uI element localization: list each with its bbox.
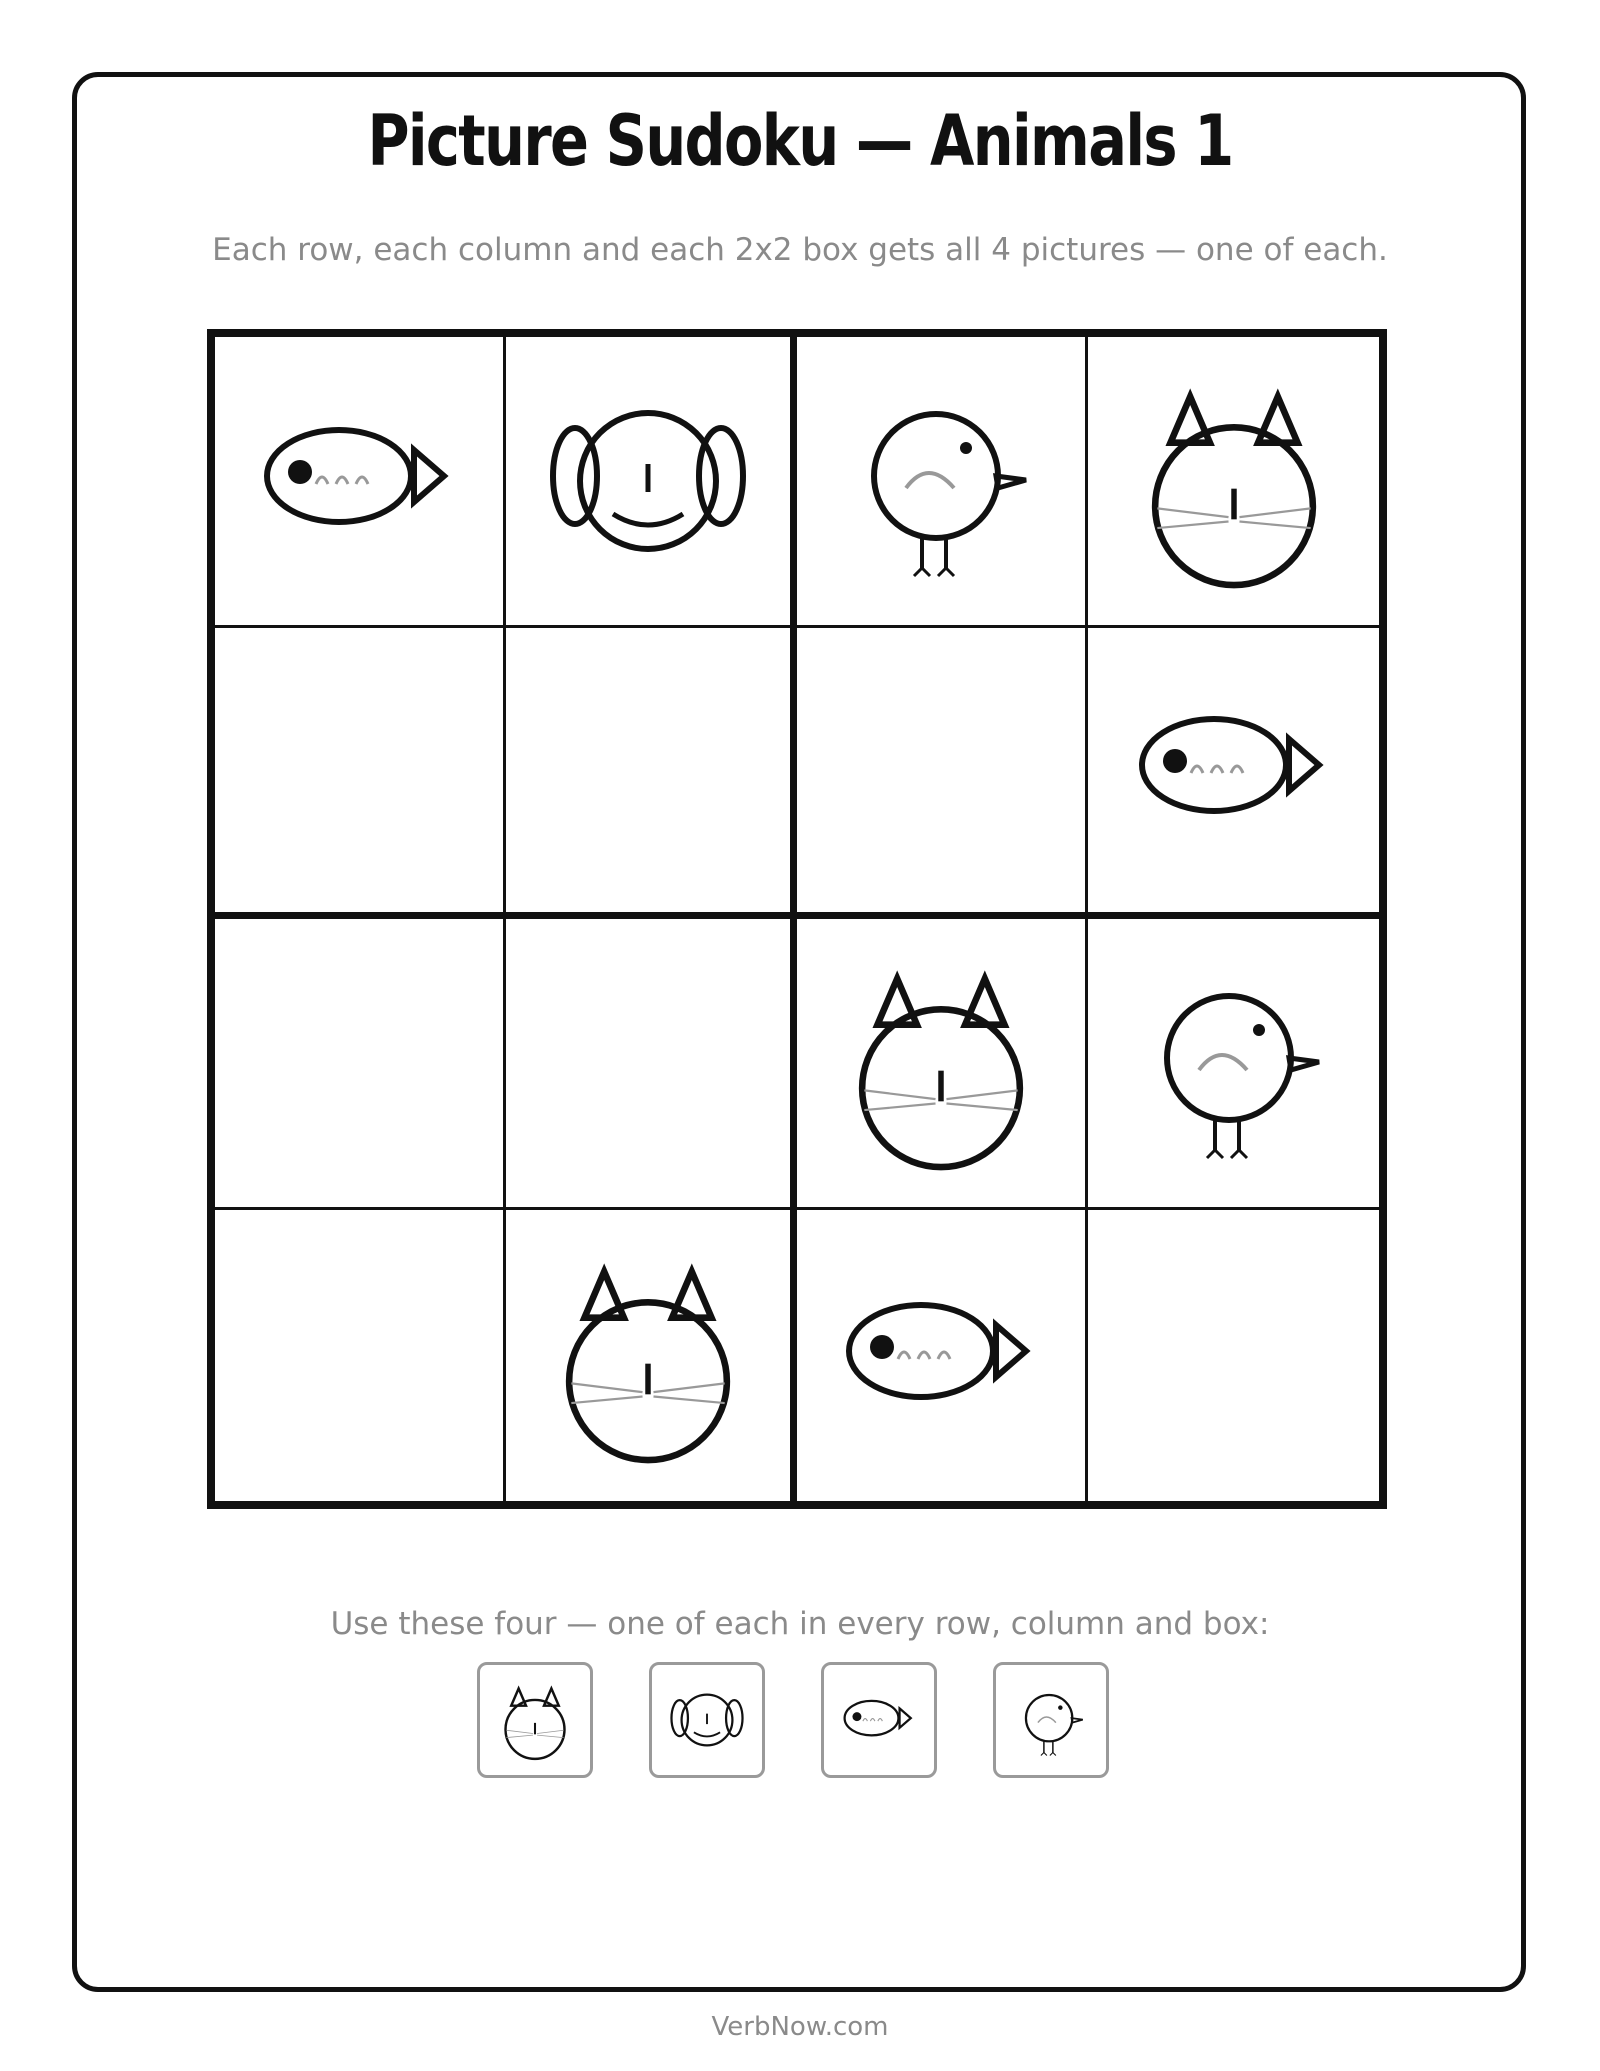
monkey-icon xyxy=(664,1677,750,1763)
footer-credit: VerbNow.com xyxy=(711,2012,889,2042)
fish-icon xyxy=(826,1241,1056,1471)
cat-icon xyxy=(533,1241,763,1471)
cat-icon xyxy=(1119,366,1349,596)
grid-cell-r3-c4[interactable] xyxy=(1088,919,1379,1210)
fish-icon xyxy=(836,1677,922,1763)
cat-icon xyxy=(826,948,1056,1178)
instructions: Each row, each column and each 2x2 box gets all 4 pictures — one of each. xyxy=(212,232,1388,268)
grid-cell-r2-c2[interactable] xyxy=(506,628,797,919)
grid-cell-r2-c4[interactable] xyxy=(1088,628,1379,919)
grid-cell-r4-c1[interactable] xyxy=(215,1210,506,1501)
grid-cell-r2-c1[interactable] xyxy=(215,628,506,919)
bird-icon xyxy=(1119,948,1349,1178)
grid-cell-r2-c3[interactable] xyxy=(797,628,1088,919)
picture-legend xyxy=(477,1662,1109,1778)
monkey-icon xyxy=(533,366,763,596)
legend-label: Use these four — one of each in every row, column and box: xyxy=(330,1606,1270,1642)
bird-icon xyxy=(1008,1677,1094,1763)
grid-cell-r4-c4[interactable] xyxy=(1088,1210,1379,1501)
grid-cell-r4-c2[interactable] xyxy=(506,1210,797,1501)
legend-item-cat xyxy=(477,1662,593,1778)
grid-cell-r3-c3[interactable] xyxy=(797,919,1088,1210)
legend-item-bird xyxy=(993,1662,1109,1778)
legend-item-fish xyxy=(821,1662,937,1778)
grid-cell-r1-c3[interactable] xyxy=(797,337,1088,628)
fish-icon xyxy=(1119,655,1349,885)
bird-icon xyxy=(826,366,1056,596)
page-title: Picture Sudoku — Animals 1 xyxy=(367,100,1233,182)
grid-cell-r1-c1[interactable] xyxy=(215,337,506,628)
grid-cell-r1-c2[interactable] xyxy=(506,337,797,628)
grid-cell-r4-c3[interactable] xyxy=(797,1210,1088,1501)
grid-cell-r3-c1[interactable] xyxy=(215,919,506,1210)
fish-icon xyxy=(244,366,474,596)
grid-cell-r3-c2[interactable] xyxy=(506,919,797,1210)
cat-icon xyxy=(492,1677,578,1763)
grid-cell-r1-c4[interactable] xyxy=(1088,337,1379,628)
sudoku-grid xyxy=(207,329,1387,1509)
legend-item-monkey xyxy=(649,1662,765,1778)
